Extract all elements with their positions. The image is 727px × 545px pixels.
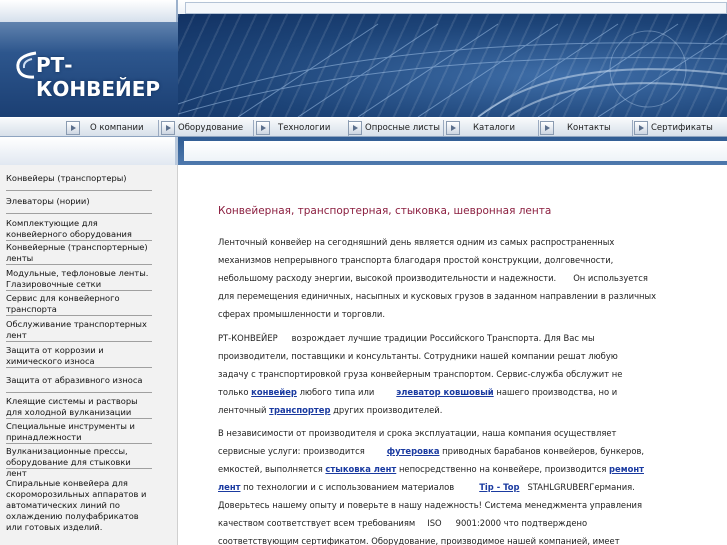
logo-text: РТ-КОНВЕЙЕР	[36, 53, 161, 101]
arrow-icon	[256, 121, 270, 135]
header-top-left-panel	[0, 0, 178, 22]
text-fragment: качеством соответствует всем требованиям	[218, 518, 416, 528]
text-fragment: Германия.	[589, 482, 635, 492]
nav-divider	[253, 120, 254, 136]
sidebar-item-tools[interactable]	[6, 421, 152, 444]
page-title: Конвейерная, транспортерная, стыковка, шевронная лента	[218, 205, 552, 217]
text-fragment: приводных барабанов конвейеров, бункеров,	[442, 446, 645, 456]
nav-label: Сертификаты	[651, 122, 713, 133]
link-transporter[interactable]: транспортер	[269, 405, 331, 415]
text-fragment: 9001:2000	[455, 518, 502, 528]
link-conveyor[interactable]: конвейер	[251, 387, 297, 397]
nav-catalogs[interactable]	[446, 118, 515, 137]
sidebar-item-label: Клеящие системы и растворы	[6, 396, 138, 406]
link-repair-belts[interactable]: лент	[218, 482, 241, 492]
text-line	[218, 460, 693, 478]
sidebar-item-label: Защита от абразивного износа	[6, 375, 143, 385]
text-fragment: сервисные услуги: производится	[218, 446, 365, 456]
sidebar-item-label: Глазировочные сетки	[6, 279, 102, 289]
sidebar-item-label: Элеваторы (нории)	[6, 196, 90, 206]
text-line: сферах промышленности и торговли.	[218, 309, 386, 319]
header-banner	[0, 0, 727, 117]
arrow-icon	[634, 121, 648, 135]
subheader-left-panel	[0, 137, 178, 165]
sidebar-item-components[interactable]	[6, 218, 152, 241]
sidebar-item-label: охлаждению полуфабрикатов	[6, 511, 139, 521]
arrow-icon	[161, 121, 175, 135]
sidebar-item-label: для холодной вулканизации	[6, 407, 132, 417]
text-fragment: любого типа или	[299, 387, 375, 397]
subheader-band	[0, 137, 727, 165]
nav-certificates[interactable]	[634, 118, 713, 137]
text-line	[218, 329, 693, 347]
nav-questionnaires[interactable]	[348, 118, 440, 137]
text-line: соответствующим сертификатом. Оборудование, производимое нашей компанией, имеет	[218, 536, 620, 545]
text-line: для перемещения единичных, насыпных и кусковых грузов в заданном направлении в различных	[218, 291, 657, 301]
conveyor-structure-graphic	[178, 14, 727, 117]
text-fragment: STAHLGRUBER	[527, 482, 590, 492]
sidebar-item-label: Сервис для конвейерного	[6, 293, 120, 303]
main-navigation	[0, 117, 727, 137]
link-bucket-elevator[interactable]: элеватор ковшовый	[396, 387, 494, 397]
sidebar-item-label: ленты	[6, 253, 34, 263]
nav-equipment[interactable]	[161, 118, 243, 137]
sidebar-item-adhesives[interactable]	[6, 396, 152, 419]
sidebar-item-label: Спиральные конвейера для	[6, 478, 128, 488]
text-fragment: нашего производства, но и	[496, 387, 618, 397]
sidebar-item-label: принадлежности	[6, 432, 82, 442]
text-line	[218, 401, 693, 419]
sidebar-item-label: конвейерного оборудования	[6, 229, 132, 239]
text-line: механизмов непрерывного транспорта благодаря простой конструкции, долговечности,	[218, 255, 614, 265]
arrow-icon	[446, 121, 460, 135]
nav-contacts[interactable]	[540, 118, 611, 137]
text-line	[218, 514, 693, 532]
link-tip-top[interactable]: Tip - Top	[479, 482, 520, 492]
sidebar-item-conveyors[interactable]	[6, 173, 152, 191]
nav-divider	[443, 120, 444, 136]
arrow-icon	[540, 121, 554, 135]
sidebar-item-label: химического износа	[6, 356, 95, 366]
header-top-right-panel	[185, 2, 727, 14]
sidebar-item-label: Защита от коррозии и	[6, 345, 104, 355]
link-repair[interactable]: ремонт	[609, 464, 644, 474]
text-fragment: возрождает лучшие традиции Российского Транспорта. Для Вас мы	[291, 333, 595, 343]
sidebar-item-label: Модульные, тефлоновые ленты.	[6, 268, 149, 278]
sidebar-item-label: скороморозильных аппаратов и	[6, 489, 147, 499]
arrow-icon	[348, 121, 362, 135]
text-fragment: по технологии и с использованием материалов	[243, 482, 455, 492]
sidebar-item-label: Конвейеры (транспортеры)	[6, 173, 127, 183]
sidebar-item-label: Специальные инструменты и	[6, 421, 135, 431]
sidebar-item-label: Конвейерные (транспортерные)	[6, 242, 148, 252]
company-name: РТ-КОНВЕЙЕР	[218, 333, 278, 343]
sidebar-item-spiral-conveyors[interactable]	[6, 478, 152, 536]
company-paragraph	[218, 329, 693, 419]
nav-about[interactable]	[66, 118, 144, 137]
nav-technologies[interactable]	[256, 118, 330, 137]
sidebar-item-label: или готовых изделий.	[6, 522, 103, 532]
text-fragment: ISO	[427, 518, 442, 528]
header-decorative-photo	[178, 14, 727, 117]
site-logo[interactable]	[14, 48, 178, 101]
sidebar-item-abrasion-protection[interactable]	[6, 375, 152, 393]
nav-divider	[158, 120, 159, 136]
sidebar-item-elevators[interactable]	[6, 196, 152, 214]
nav-label: Контакты	[567, 122, 611, 133]
text-line: производители, поставщики и консультанты. Сотрудники нашей компании решат любую	[218, 351, 618, 361]
nav-label: Каталоги	[473, 122, 516, 133]
text-fragment: емкостей, выполняется	[218, 464, 323, 474]
text-line	[218, 269, 693, 287]
sidebar-item-modular-belts[interactable]	[6, 268, 152, 291]
text-fragment: других производителей.	[333, 405, 443, 415]
text-fragment: что подтверждено	[503, 518, 588, 528]
sidebar-item-vulcanizing-presses[interactable]	[6, 446, 152, 478]
sidebar-menu	[0, 165, 178, 545]
nav-divider	[538, 120, 539, 136]
sidebar-item-label: Вулканизационные прессы,	[6, 446, 128, 456]
text-line	[218, 478, 693, 496]
text-fragment: Он используется	[573, 273, 648, 283]
sidebar-item-corrosion-protection[interactable]	[6, 345, 152, 368]
intro-paragraph	[218, 233, 693, 323]
text-fragment: только	[218, 387, 249, 397]
text-line	[218, 442, 693, 460]
nav-label: Опросные листы	[365, 122, 441, 133]
text-line: Доверьтесь нашему опыту и поверьте в нашу надежность! Система менеджмента управления	[218, 500, 643, 510]
text-line: Ленточный конвейер на сегодняшний день является одним из самых распространенных	[218, 237, 615, 247]
link-belt-splicing[interactable]: стыковка лент	[325, 464, 397, 474]
text-line: задачу с транспортировкой груза конвейерным транспортом. Сервис-служба обслужит не	[218, 369, 623, 379]
sidebar-item-label: автоматических линий по	[6, 500, 121, 510]
text-fragment: ленточный	[218, 405, 267, 415]
sidebar-item-label: транспорта	[6, 304, 57, 314]
subheader-right-panel	[184, 141, 727, 161]
sidebar-item-maintenance[interactable]	[6, 319, 152, 342]
sidebar-item-label: Комплектующие для	[6, 218, 98, 228]
sidebar-item-label: лент	[6, 330, 27, 340]
text-line: В независимости от производителя и срока эксплуатации, наша компания осуществляет	[218, 428, 617, 438]
sidebar-item-belts[interactable]	[6, 242, 152, 265]
nav-label: Технологии	[278, 122, 331, 133]
arrow-icon	[66, 121, 80, 135]
link-lining[interactable]: футеровка	[386, 446, 440, 456]
text-line	[218, 383, 693, 401]
text-fragment: непосредственно на конвейере, производится	[398, 464, 607, 474]
sidebar-item-label: Обслуживание транспортерных	[6, 319, 147, 329]
nav-label: Оборудование	[178, 122, 244, 133]
service-paragraph	[218, 424, 693, 545]
nav-divider	[632, 120, 633, 136]
sidebar-item-label: оборудование для стыковки лент	[6, 457, 131, 478]
sidebar-item-service[interactable]	[6, 293, 152, 316]
main-content	[218, 205, 693, 545]
text-fragment: небольшому расходу энергии, высокой производительности и надежности.	[218, 273, 557, 283]
nav-label: О компании	[90, 122, 144, 133]
